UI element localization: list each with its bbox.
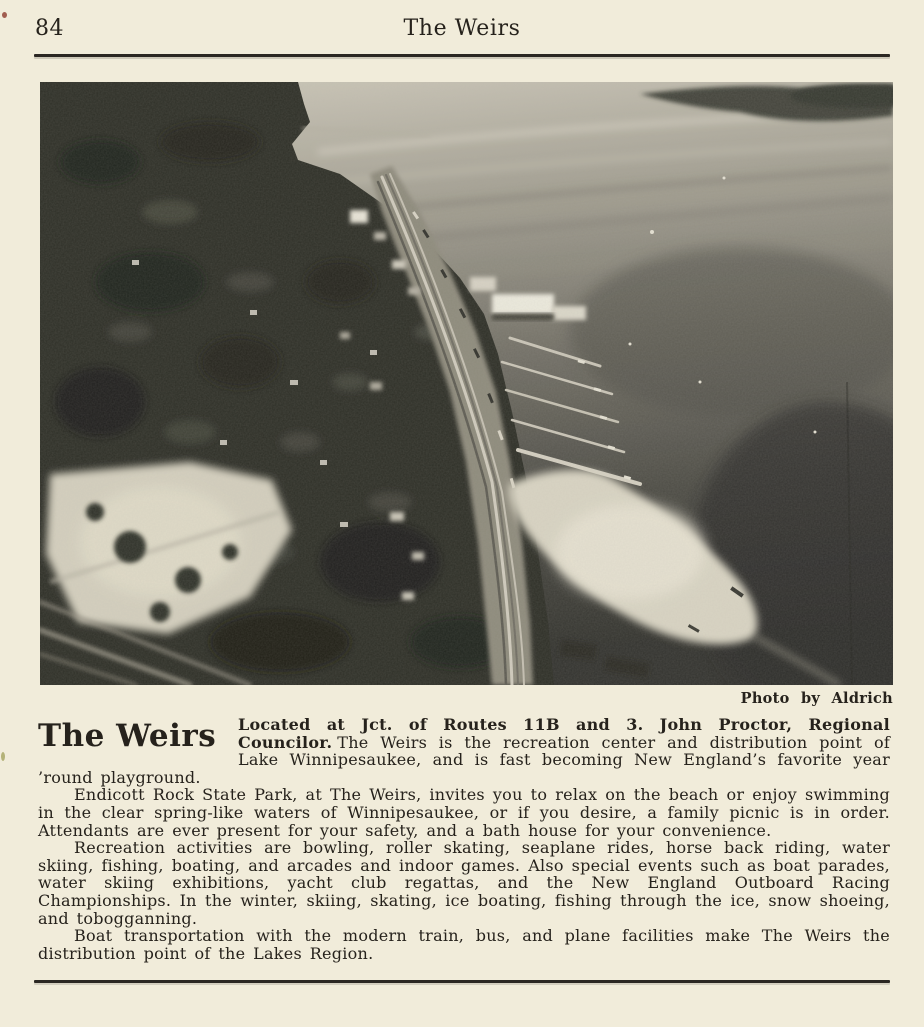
lead-rest-text: The Weirs is the recreation center and distribution point of Lake Winnipesaukee, and is fast becoming New England’s favorite year ’round playground.: [38, 732, 890, 787]
margin-speck: [2, 12, 7, 18]
page-header: [35, 15, 889, 42]
aerial-photo-figure: [40, 82, 893, 708]
article: [38, 716, 890, 962]
page-number: 84: [35, 16, 64, 41]
photo-credit: Photo by Aldrich: [740, 690, 893, 707]
footer-rule: [34, 980, 890, 983]
article-title: The Weirs: [38, 718, 217, 754]
running-title: The Weirs: [403, 16, 521, 41]
paragraph: Boat transportation with the modern train, bus, and plane facilities make The Weirs the distribution point of the Lakes Region.: [38, 926, 890, 963]
lead-bold-text: Located at Jct. of Routes 11B and 3. John Proctor, Regional Councilor.: [238, 715, 890, 752]
margin-speck: [1, 752, 5, 761]
header-rule: [34, 54, 890, 57]
aerial-photo: [40, 82, 893, 685]
paragraph: Recreation activities are bowling, roller skating, seaplane rides, horse back riding, water skiing, fishing, boating, and arcades and indoor games. Also special events such as boat parades, water skiing exhibitions, yacht club regattas, and the New England Outboard Racing Championships. In the winter, skiing, skating, ice boating, fishing through the ice, snow shoeing, and tobogganning.: [38, 838, 890, 928]
paragraph: Endicott Rock State Park, at The Weirs, invites you to relax on the beach or enjoy swimming in the clear spring-like waters of Winnipesaukee, or if you desire, a family picnic is in order. Attendants are ever present for your safety, and a bath house for your convenience.: [38, 785, 890, 840]
